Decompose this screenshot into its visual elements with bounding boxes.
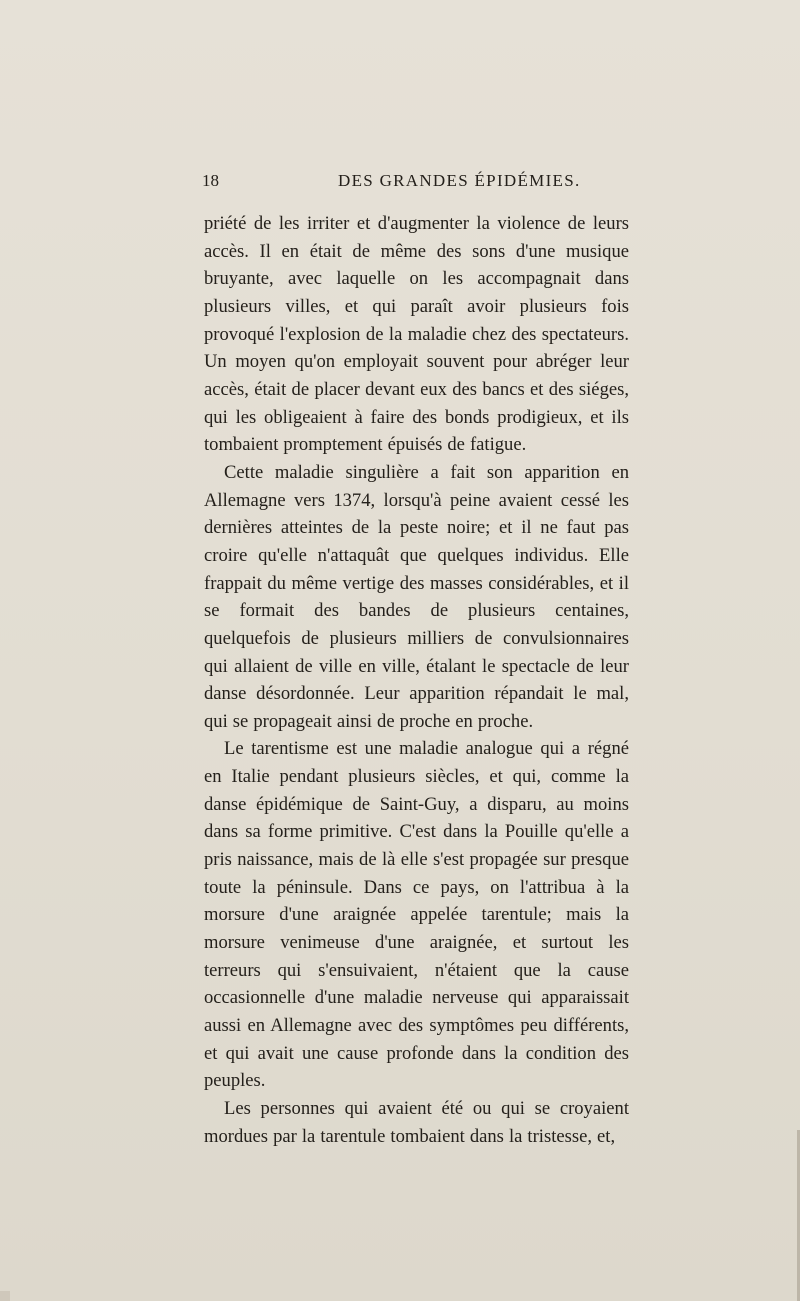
body-text: [204, 210, 629, 1150]
running-title: DES GRANDES ÉPIDÉMIES.: [338, 171, 581, 190]
paragraph-2: Cette maladie singulière a fait son apparition en Allemagne vers 1374, lorsqu'à peine avaient cessé les dernières atteintes de la peste noire; et il ne faut pas croire qu'elle n'attaquât que quelques individus. Elle frappait du même vertige des masses considérables, et il se formait des bandes de plusieurs centaines, quelquefois de plusieurs milliers de convulsionnaires qui allaient de ville en ville, étalant le spectacle de leur danse désordonnée. Leur apparition répandait le mal, qui se propageait ainsi de proche en proche.: [204, 461, 629, 732]
paragraph-1: priété de les irriter et d'augmenter la violence de leurs accès. Il en était de même des sons d'une musique bruyante, avec laquelle on les accompagnait dans plusieurs villes, et qui paraît avoir plusieurs fois provoqué l'explosion de la maladie chez des spectateurs. Un moyen qu'on employait souvent pour abréger leur accès, était de placer devant eux des bancs et des siéges, qui les obligeaient à faire des bonds prodigieux, et ils tombaient promptement épuisés de fatigue.: [204, 213, 629, 456]
page-header: [202, 165, 628, 193]
page-corner-shadow: [0, 1291, 10, 1301]
page-number: 18: [202, 171, 219, 190]
paragraph-4: Les personnes qui avaient été ou qui se croyaient mordues par la tarentule tombaient dans la tristesse, et,: [204, 1098, 629, 1147]
paragraph-3: Le tarentisme est une maladie analogue qui a régné en Italie pendant plusieurs siècles, et qui, comme la danse épidémique de Saint-Guy, a disparu, au moins dans sa forme primitive. C'est dans la Pouille qu'elle a pris naissance, mais de là elle s'est propagée sur presque toute la péninsule. Dans ce pays, on l'attribua à la morsure d'une araignée appelée tarentule; mais la morsure venimeuse d'une araignée, et surtout les terreurs qui s'ensuivaient, n'étaient que la cause occasionnelle d'une maladie nerveuse qui apparaissait aussi en Allemagne avec des symptômes peu différents, et qui avait une cause profonde dans la condition des peuples.: [204, 738, 629, 1092]
